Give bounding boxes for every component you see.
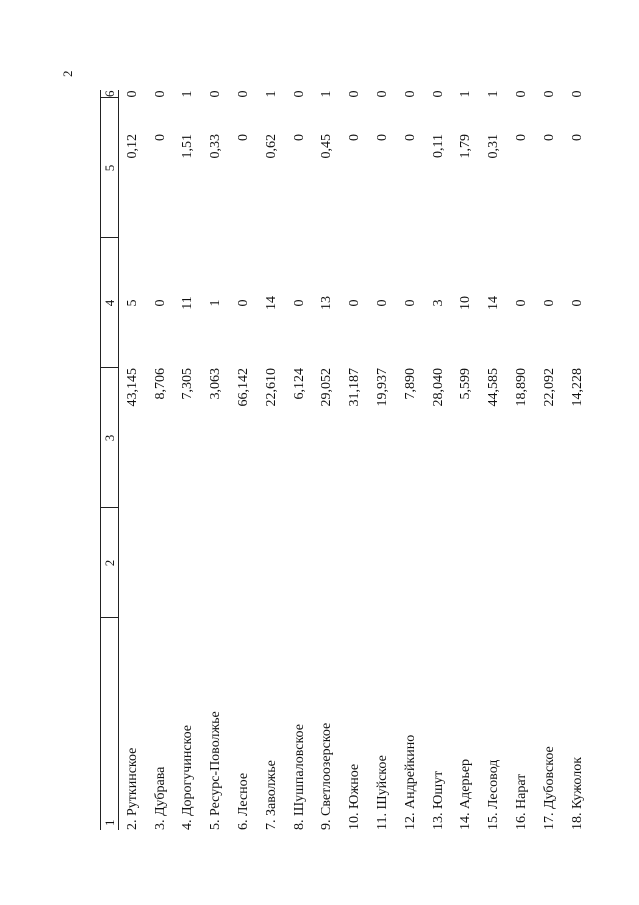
table-row [453, 90, 481, 830]
percent-value: 0,12 [124, 134, 140, 159]
percent-value: 0 [152, 134, 168, 141]
table-body [119, 90, 592, 830]
count-value: 11 [180, 296, 196, 310]
flag-value: 1 [180, 90, 196, 98]
count-value: 14 [263, 296, 279, 310]
table-row [202, 90, 230, 830]
count-value: 0 [402, 299, 418, 307]
page-number: 2 [60, 70, 75, 77]
table-row [341, 90, 369, 830]
forestry-name: 11. Шуйское [375, 755, 391, 830]
table-row [230, 90, 258, 830]
flag-value: 0 [541, 90, 557, 98]
percent-value: 0 [514, 134, 530, 141]
forestry-name: 13. Юшут [430, 770, 446, 830]
count-value: 0 [569, 299, 585, 307]
table-row [536, 90, 564, 830]
area-value: 44,585 [486, 368, 502, 407]
area-value: 29,052 [319, 368, 335, 407]
percent-value: 1,51 [180, 134, 196, 159]
forestry-name: 12. Андрейкино [402, 734, 418, 830]
percent-value: 1,79 [458, 134, 474, 159]
area-value: 8,706 [152, 368, 168, 400]
flag-value: 0 [152, 90, 168, 98]
table-row [397, 90, 425, 830]
forestry-name: 4. Дорогучинское [180, 724, 196, 830]
area-value: 66,142 [236, 368, 252, 407]
percent-value: 0 [541, 134, 557, 141]
table-row [480, 90, 508, 830]
percent-value: 0 [236, 134, 252, 141]
forestry-name: 7. Заволжье [263, 760, 279, 830]
forestry-name: 5. Ресурс-Поволжье [208, 711, 224, 830]
area-value: 28,040 [430, 368, 446, 407]
count-value: 0 [291, 299, 307, 307]
flag-value: 0 [514, 90, 530, 98]
flag-value: 0 [402, 90, 418, 98]
percent-value: 0,62 [263, 134, 279, 159]
area-value: 31,187 [347, 368, 363, 407]
count-value: 13 [319, 296, 335, 310]
percent-value: 0 [291, 134, 307, 141]
flag-value: 0 [375, 90, 391, 98]
forestry-name: 15. Лесовод [486, 759, 502, 830]
count-value: 0 [514, 299, 530, 307]
area-value: 7,305 [180, 368, 196, 400]
table-row [175, 90, 203, 830]
forestry-name: 3. Дубрава [152, 766, 168, 830]
count-value: 0 [236, 299, 252, 307]
forestry-name: 8. Шушпаловское [291, 724, 307, 830]
table-row [508, 90, 536, 830]
percent-value: 0,11 [430, 134, 446, 158]
column-header-5: 5 [101, 98, 119, 238]
count-value: 1 [208, 299, 224, 307]
area-value: 18,890 [514, 368, 530, 407]
forestry-name: 2. Руткинское [124, 747, 140, 830]
area-value: 22,092 [541, 368, 557, 407]
table-row [314, 90, 342, 830]
percent-value: 0 [375, 134, 391, 141]
count-value: 3 [430, 299, 446, 307]
percent-value: 0 [569, 134, 585, 141]
area-value: 22,610 [263, 368, 279, 407]
forestry-name: 14. Адерьер [458, 758, 474, 830]
column-header-1: 1 [101, 819, 117, 826]
area-value: 14,228 [569, 368, 585, 407]
count-value: 0 [347, 299, 363, 307]
forestry-name: 10. Южное [347, 763, 363, 830]
area-value: 3,063 [208, 368, 224, 400]
percent-value: 0,31 [486, 134, 502, 159]
percent-value: 0 [402, 134, 418, 141]
percent-value: 0,45 [319, 134, 335, 159]
percent-value: 0 [347, 134, 363, 141]
table-row [425, 90, 453, 830]
count-value: 14 [486, 296, 502, 310]
forestry-name: 6. Лесное [236, 772, 252, 830]
table-row [564, 90, 592, 830]
area-value: 5,599 [458, 368, 474, 400]
area-value: 7,890 [402, 368, 418, 400]
table-row [147, 90, 175, 830]
count-value: 5 [124, 299, 140, 307]
flag-value: 1 [319, 90, 335, 98]
column-header-6: 6 [101, 90, 117, 97]
data-table [100, 90, 592, 830]
table-row [369, 90, 397, 830]
flag-value: 0 [430, 90, 446, 98]
flag-value: 1 [458, 90, 474, 98]
column-header-4: 4 [101, 238, 119, 368]
forestry-name: 9. Светлоозерское [319, 722, 335, 830]
flag-value: 0 [291, 90, 307, 98]
flag-value: 0 [236, 90, 252, 98]
table-row [286, 90, 314, 830]
forestry-name: 16. Нарат [514, 773, 530, 830]
area-value: 43,145 [124, 368, 140, 407]
table-row [119, 90, 147, 830]
table-row [258, 90, 286, 830]
count-value: 10 [458, 296, 474, 310]
count-value: 0 [541, 299, 557, 307]
table-header [101, 90, 119, 830]
count-value: 0 [152, 299, 168, 307]
area-value: 19,937 [375, 368, 391, 407]
rotated-table-container [100, 90, 585, 830]
forestry-name: 18. Кужолок [569, 756, 585, 830]
flag-value: 1 [263, 90, 279, 98]
flag-value: 1 [486, 90, 502, 98]
flag-value: 0 [347, 90, 363, 98]
count-value: 0 [375, 299, 391, 307]
flag-value: 0 [124, 90, 140, 98]
flag-value: 0 [208, 90, 224, 98]
column-header-3: 3 [101, 368, 119, 508]
flag-value: 0 [569, 90, 585, 98]
forestry-name: 17. Дубовское [541, 746, 557, 830]
area-value: 6,124 [291, 368, 307, 400]
column-header-2: 2 [101, 508, 119, 618]
percent-value: 0,33 [208, 134, 224, 159]
